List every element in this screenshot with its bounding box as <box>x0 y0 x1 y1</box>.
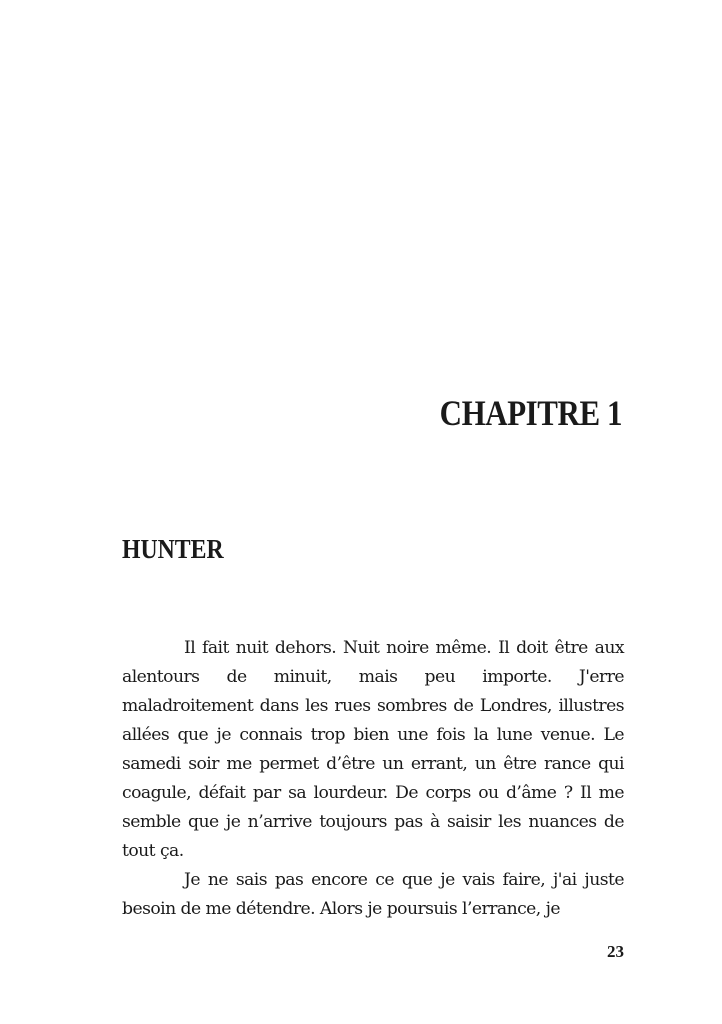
body-text <box>122 634 624 924</box>
page-number: 23 <box>607 942 624 961</box>
paragraph: Il fait nuit dehors. Nuit noire même. Il doit être aux alentours de minuit, mais peu importe. J'erre maladroitement dans les rues sombres de Londres, illustres allées que je connais trop bien une fois la lune venue. Le samedi soir me permet d’être un errant, un être rance qui coagule, défait par sa lourdeur. De corps ou d’âme ? Il me semble que je n’arrive toujours pas à saisir les nuances de tout ça. <box>122 638 624 861</box>
chapter-title: CHAPITRE 1 <box>439 393 622 433</box>
section-title: HUNTER <box>122 534 224 564</box>
paragraph: Je ne sais pas encore ce que je vais faire, j'ai juste besoin de me détendre. Alors je poursuis l’errance, je <box>122 870 624 919</box>
